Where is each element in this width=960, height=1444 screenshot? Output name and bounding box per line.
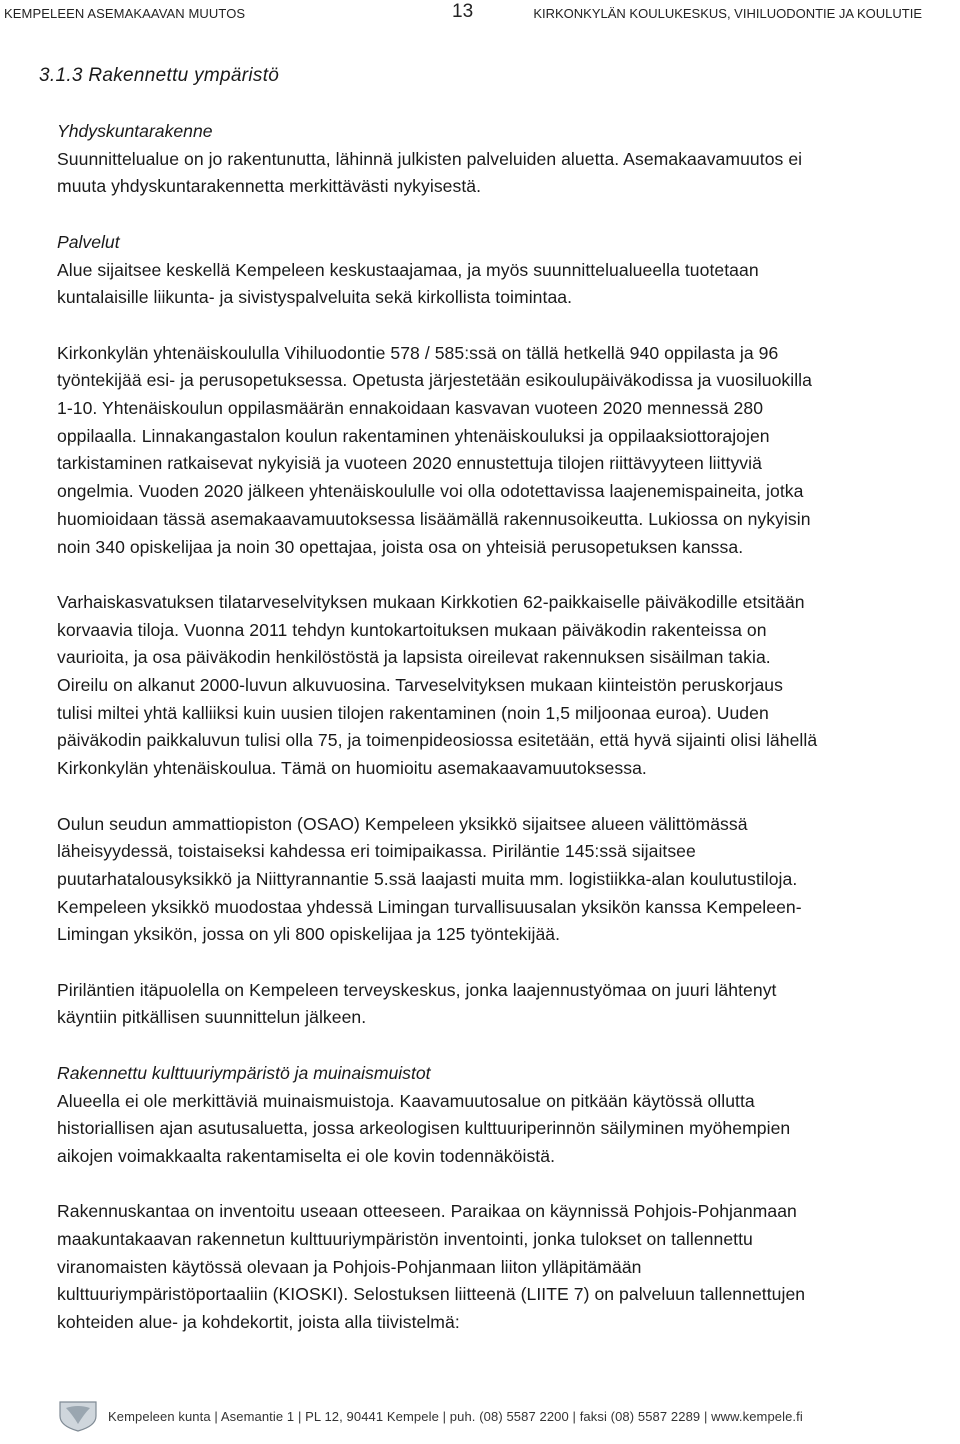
paragraph-line: Piriläntien itäpuolella on Kempeleen terveyskeskus, jonka laajennustyömaa on juuri lähtenyt [57, 979, 777, 1000]
page-header [0, 1, 960, 24]
section-title: 3.1.3 Rakennettu ympäristö [39, 65, 280, 86]
paragraph-line: korvaavia tiloja. Vuonna 2011 tehdyn kuntokartoituksen mukaan päiväkodin rakenteissa on [57, 619, 767, 640]
paragraph-line: tarkistaminen ratkaisevat nykyisiä ja vuoteen 2020 ennustettuja tilojen riittävyyteen liittyviä [57, 453, 762, 474]
paragraph-line: Oireilu on alkanut 2000-luvun alkuvuosina. Tarveselvityksen mukaan kiinteistön peruskorjaus [57, 675, 783, 696]
paragraph-line: käyntiin pitkällisen suunnittelun jälkeen. [57, 1007, 367, 1028]
subheading-yhdyskuntarakenne: Yhdyskuntarakenne [57, 121, 213, 141]
paragraph-line: kohteiden alue- ja kohdekortit, joista alla tiivistelmä: [57, 1312, 460, 1333]
paragraph-line: päiväkodin paikkaluvun tulisi olla 75, ja toimenpideosiossa esitetään, että hyvä sijainti olisi lähellä [57, 730, 818, 751]
paragraph-line: maakuntakaavan rakennetun kulttuuriympäristön inventointi, jonka tulokset on tallennettu [57, 1229, 753, 1250]
subheading-kulttuuriymparisto: Rakennettu kulttuuriympäristö ja muinaismuistot [57, 1062, 431, 1083]
paragraph-line: Rakennuskantaa on inventoitu useaan otteeseen. Paraikaa on käynnissä Pohjois-Pohjanmaan [57, 1201, 797, 1222]
paragraph-line: työntekijää esi- ja perusopetuksessa. Opetusta järjestetään esikoulupäiväkodissa ja vuosiluokilla [57, 370, 812, 391]
document-body [39, 62, 957, 1337]
paragraph-line: viranomaisten käytössä olevaan ja Pohjois-Pohjanmaan liiton ylläpitämään [57, 1256, 642, 1277]
paragraph-line: 1-10. Yhtenäiskoulun oppilasmäärän ennakoidaan kasvavan vuoteen 2020 mennessä 280 [57, 398, 764, 418]
paragraph-line: Oulun seudun ammattiopiston (OSAO) Kempeleen yksikkö sijaitsee alueen välittömässä [57, 813, 748, 834]
page-footer [56, 1398, 856, 1434]
kempele-crest-icon [56, 1398, 100, 1432]
footer-contact-info: Kempeleen kunta | Asemantie 1 | PL 12, 90441 Kempele | puh. (08) 5587 2200 | faksi (08) 5587 2289 | www.kempele.fi [108, 1409, 803, 1424]
paragraph-line: Alue sijaitsee keskellä Kempeleen keskustaajamaa, ja myös suunnittelualueella tuotetaan [57, 259, 759, 280]
paragraph-line: Limingan yksikön, jossa on yli 800 opiskelijaa ja 125 työntekijää. [57, 924, 561, 945]
paragraph-line: vaurioita, ja osa päiväkodin henkilöstöstä ja lapsista oireilevat rakennuksen sisäilman takia. [57, 647, 771, 668]
paragraph-line: noin 340 opiskelijaa ja noin 30 opettajaa, joista osa on yhteisiä perusopetuksen kanssa. [57, 536, 744, 557]
paragraph-line: Kempeleen yksikkö muodostaa yhdessä Limingan turvallisuusalan yksikön kanssa Kempeleen- [57, 896, 802, 917]
paragraph-line: Varhaiskasvatuksen tilatarveselvityksen mukaan Kirkkotien 62-paikkaiselle päiväkodille etsitään [57, 591, 805, 612]
paragraph-line: läheisyydessä, toistaiseksi kahdessa eri toimipaikassa. Piriläntie 145:ssä sijaitsee [57, 841, 696, 862]
paragraph-line: tulisi miltei yhtä kalliiksi kuin uusien tilojen rakentaminen (noin 1,5 miljoonaa euroa). Uuden [57, 702, 769, 723]
paragraph-line: oppilaalla. Linnakangastalon koulun rakentaminen yhtenäiskouluksi ja oppilaaksiottorajojen [57, 425, 770, 446]
paragraph-line: Kirkonkylän yhtenäiskoululla Vihiluodontie 578 / 585:ssä on tällä hetkellä 940 oppilasta ja 96 [57, 342, 779, 363]
header-area-name: KIRKONKYLÄN KOULUKESKUS, VIHILUODONTIE JA KOULUTIE [533, 6, 922, 21]
paragraph-line: Suunnittelualue on jo rakentunutta, lähinnä julkisten palveluiden aluetta. Asemakaavamuutos ei [57, 148, 803, 169]
header-document-title: KEMPELEEN ASEMAKAAVAN MUUTOS [4, 6, 246, 21]
paragraph-line: puutarhatalousyksikkö ja Niittyrannantie 5.ssä laajasti muita mm. logistiikka-alan koulutustiloja. [57, 868, 798, 889]
paragraph-line: muuta yhdyskuntarakennetta merkittävästi nykyisestä. [57, 176, 482, 197]
paragraph-line: Kirkonkylän yhtenäiskoulua. Tämä on huomioitu asemakaavamuutoksessa. [57, 758, 647, 779]
paragraph-line: kuntalaisille liikunta- ja sivistyspalveluita sekä kirkollista toimintaa. [57, 287, 573, 308]
paragraph-line: aikojen voimakkaalta rakentamiselta ei ole kovin todennäköistä. [57, 1145, 556, 1166]
paragraph-line: Alueella ei ole merkittäviä muinaismuistoja. Kaavamuutosalue on pitkään käytössä ollutta [57, 1090, 755, 1111]
paragraph-line: historiallisen ajan asutusaluetta, jossa arkeologisen kulttuuriperinnön säilyminen myöhempien [57, 1118, 791, 1139]
paragraph-line: huomioidaan tässä asemakaavamuutoksessa lisäämällä rakennusoikeutta. Lukiossa on nykyisin [57, 508, 811, 529]
subheading-palvelut: Palvelut [57, 231, 120, 252]
paragraph-line: kulttuuriympäristöportaaliin (KIOSKI). Selostuksen liitteenä (LIITE 7) on palveluun tallennettujen [57, 1284, 806, 1305]
page-number: 13 [452, 1, 474, 22]
paragraph-line: ongelmia. Vuoden 2020 jälkeen yhtenäiskoululle voi olla odotettavissa laajenemispaineita, jotka [57, 481, 804, 502]
